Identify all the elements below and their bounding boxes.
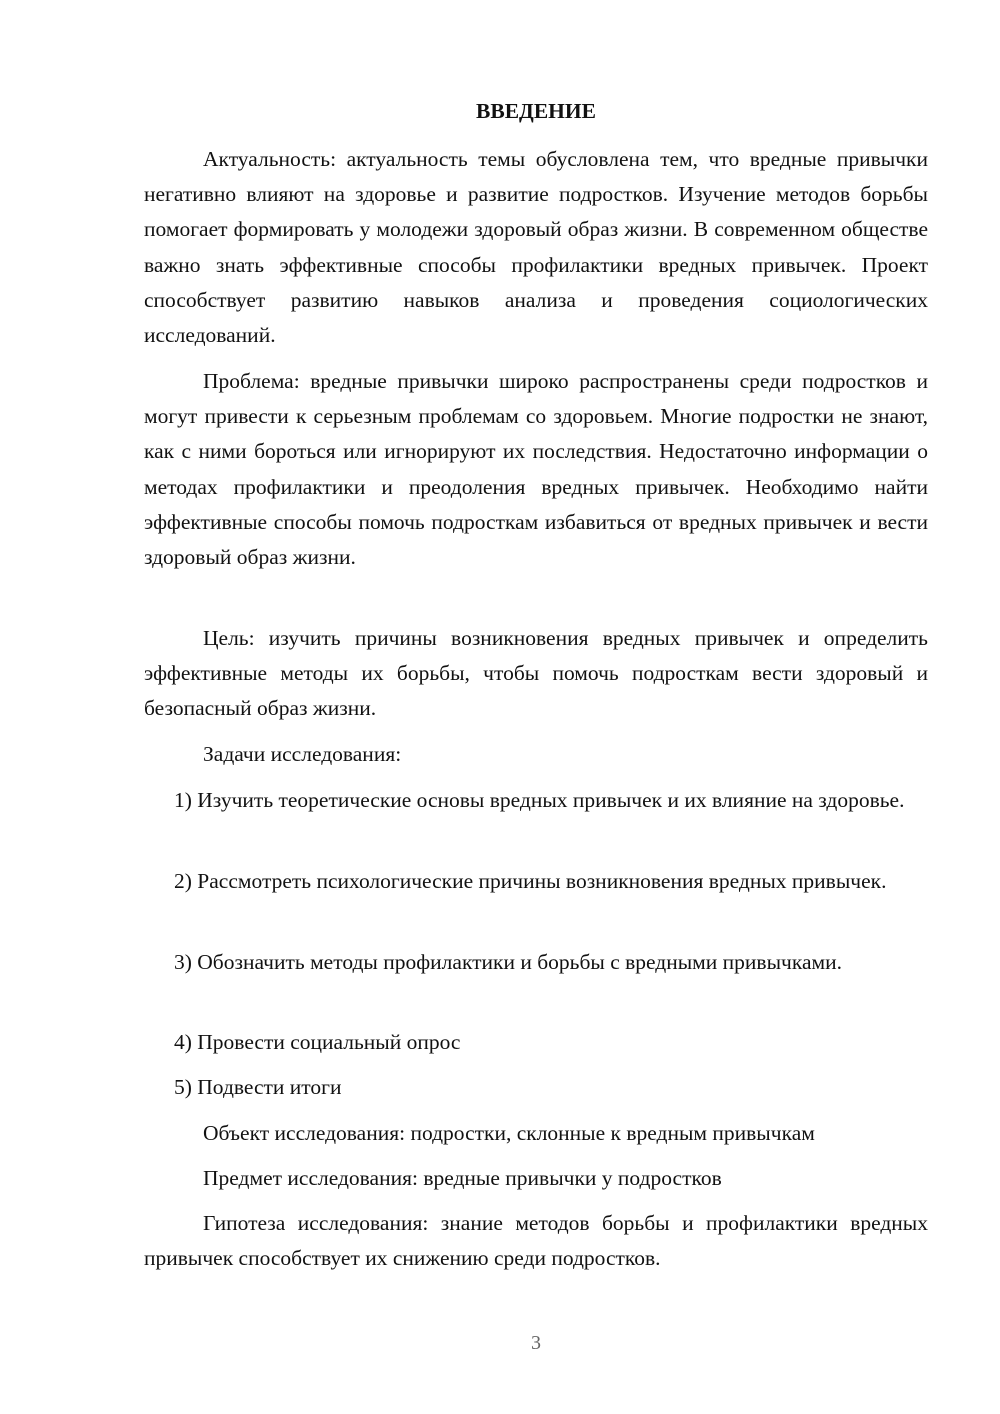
document-page [144, 0, 928, 1414]
task-item-2: 2) Рассмотреть психологические причины возникновения вредных привычек. [174, 869, 887, 893]
problem-paragraph: Проблема: вредные привычки широко распространены среди подростков и могут привести к серьезным проблемам со здоровьем. Многие подростки не знают, как с ними бороться или игнорируют их последствия. Недостаточно информации о методах профилактики и преодоления вредных привычек. Необходимо найти эффективные способы помочь подросткам избавиться от вредных привычек и вести здоровый образ жизни. [144, 369, 928, 570]
research-hypothesis: Гипотеза исследования: знание методов борьбы и профилактики вредных привычек способствует их снижению среди подростков. [144, 1211, 928, 1271]
research-subject: Предмет исследования: вредные привычки у подростков [203, 1166, 722, 1190]
tasks-heading: Задачи исследования: [203, 742, 402, 766]
page-number: 3 [531, 1332, 541, 1354]
task-item-4: 4) Провести социальный опрос [174, 1030, 461, 1054]
task-item-1: 1) Изучить теоретические основы вредных привычек и их влияние на здоровье. [174, 788, 905, 812]
section-title: ВВЕДЕНИЕ [476, 99, 596, 123]
task-item-3: 3) Обозначить методы профилактики и борьбы с вредными привычками. [174, 950, 842, 974]
task-item-5: 5) Подвести итоги [174, 1075, 342, 1099]
relevance-paragraph: Актуальность: актуальность темы обусловлена тем, что вредные привычки негативно влияют на здоровье и развитие подростков. Изучение методов борьбы помогает формировать у молодежи здоровый образ жизни. В современном обществе важно знать эффективные способы профилактики вредных привычек. Проект способствует развитию навыков анализа и проведения социологических исследований. [144, 147, 928, 348]
goal-paragraph: Цель: изучить причины возникновения вредных привычек и определить эффективные методы их борьбы, чтобы помочь подросткам вести здоровый и безопасный образ жизни. [144, 626, 928, 721]
research-object: Объект исследования: подростки, склонные к вредным привычкам [203, 1121, 815, 1145]
